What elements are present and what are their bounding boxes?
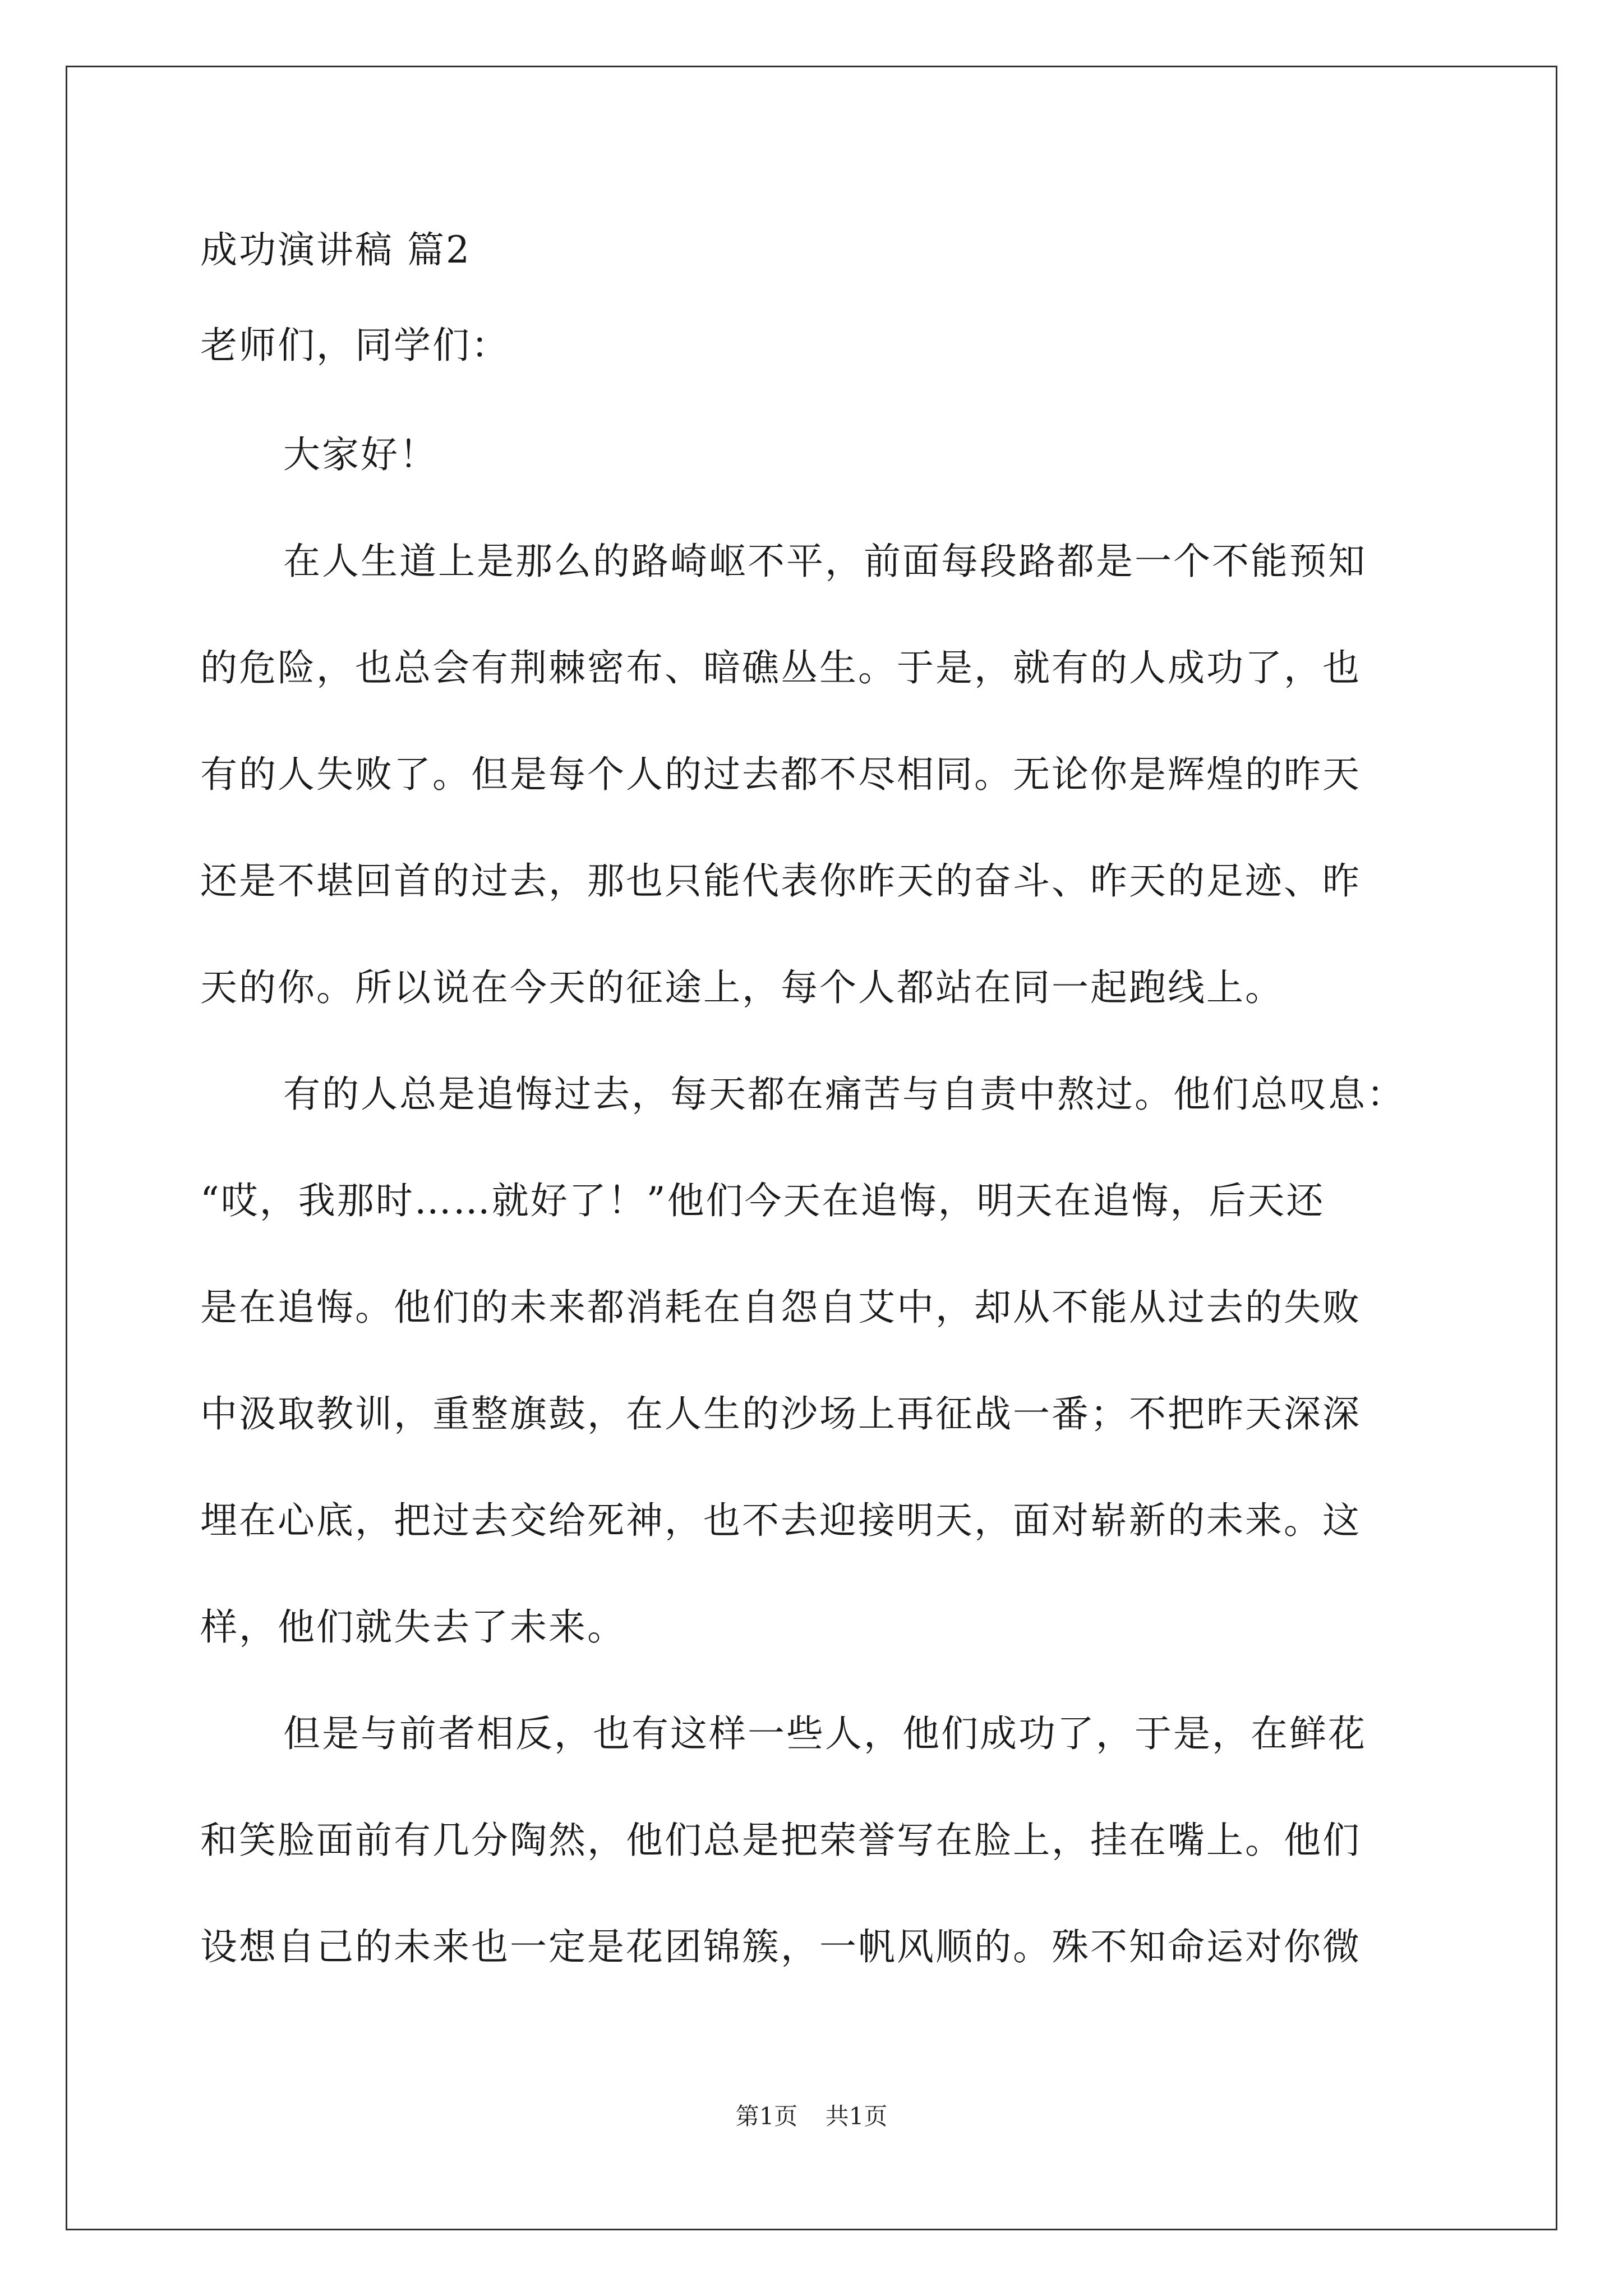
text-line: 埋在心底，把过去交给死神，也不去迎接明天，面对崭新的未来。这	[200, 1499, 1361, 1542]
page-number-current: 第1页	[735, 2102, 798, 2130]
text-line: 还是不堪回首的过去，那也只能代表你昨天的奋斗、昨天的足迹、昨	[200, 859, 1361, 903]
text-line: 在人生道上是那么的路崎岖不平，前面每段路都是一个不能预知	[283, 540, 1367, 583]
text-line: 但是与前者相反，也有这样一些人，他们成功了，于是，在鲜花	[283, 1712, 1367, 1755]
text-line: 天的你。所以说在今天的征途上，每个人都站在同一起跑线上。	[200, 966, 1284, 1009]
text-line: 和笑脸面前有几分陶然，他们总是把荣誉写在脸上，挂在嘴上。他们	[200, 1819, 1361, 1862]
text-line: 是在追悔。他们的未来都消耗在自怨自艾中，却从不能从过去的失败	[200, 1286, 1361, 1329]
text-line: 的危险，也总会有荆棘密布、暗礁丛生。于是，就有的人成功了，也	[200, 646, 1361, 689]
text-line: 有的人总是追悔过去，每天都在痛苦与自责中熬过。他们总叹息：	[283, 1073, 1405, 1116]
text-line: “哎，我那时……就好了！”他们今天在追悔，明天在追悔，后天还	[200, 1179, 1325, 1222]
text-line: 大家好！	[283, 433, 438, 476]
page-number-total: 共1页	[825, 2102, 888, 2130]
text-line: 中汲取教训，重整旗鼓，在人生的沙场上再征战一番；不把昨天深深	[200, 1392, 1361, 1435]
text-line: 样，他们就失去了未来。	[200, 1605, 626, 1649]
document-title: 成功演讲稿 篇2	[200, 228, 471, 272]
text-line: 设想自己的未来也一定是花团锦簇，一帆风顺的。殊不知命运对你微	[200, 1925, 1361, 1968]
page-border	[66, 66, 1557, 2230]
page-footer	[0, 2101, 1623, 2132]
greeting: 老师们，同学们：	[200, 324, 510, 367]
text-line: 有的人失败了。但是每个人的过去都不尽相同。无论你是辉煌的昨天	[200, 753, 1361, 796]
